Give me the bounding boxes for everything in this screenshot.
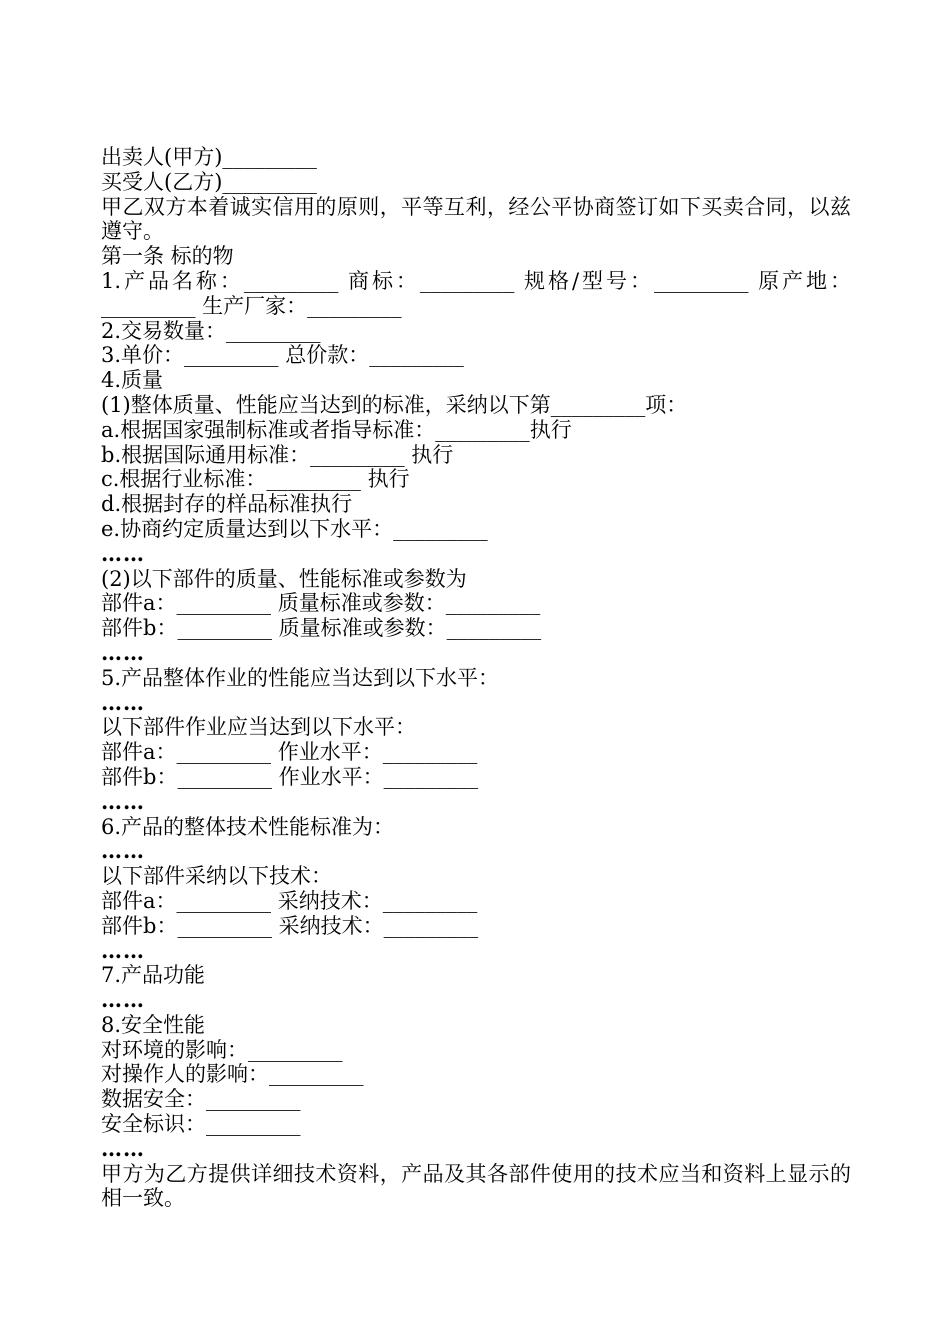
- option-a-line: a.根据国家强制标准或者指导标准：_________执行: [101, 417, 572, 442]
- parts-quality-heading: (2)以下部件的质量、性能标准或参数为: [101, 566, 467, 591]
- buyer-line: 买受人(乙方)_________: [101, 169, 317, 194]
- technical-docs-paragraph: 甲方为乙方提供详细技术资料，产品及其各部件使用的技术应当和资料上显示的相一致。: [101, 1161, 851, 1211]
- function-heading: 7.产品功能: [101, 963, 206, 988]
- seller-line: 出卖人(甲方)_________: [101, 145, 317, 169]
- article-1-heading: 第一条 标的物: [101, 244, 234, 269]
- ellipsis: ……: [101, 988, 145, 1013]
- part-b-technology-line: 部件b：_________ 采纳技术：_________: [101, 913, 479, 938]
- parts-performance-heading: 以下部件作业应当达到以下水平：: [101, 715, 416, 740]
- option-b-line: b.根据国际通用标准：_________ 执行: [101, 442, 454, 467]
- product-info-line: 1.产品名称：_________ 商标：_________ 规格/型号：_________ 原产地：_________ 生产厂家：_________: [101, 268, 851, 318]
- data-safety-line: 数据安全：_________: [101, 1087, 301, 1112]
- quantity-line: 2.交易数量：_________: [101, 318, 321, 343]
- part-b-performance-line: 部件b：_________ 作业水平：_________: [101, 764, 479, 789]
- ellipsis: ……: [101, 1136, 145, 1161]
- price-line: 3.单价：_________ 总价款：_________: [101, 343, 464, 368]
- quality-standard-line: (1)整体质量、性能应当达到的标准，采纳以下第_________项：: [101, 392, 688, 417]
- ellipsis: ……: [101, 690, 145, 715]
- part-a-performance-line: 部件a：_________ 作业水平：_________: [101, 740, 478, 765]
- safety-heading: 8.安全性能: [101, 1012, 206, 1037]
- option-d-line: d.根据封存的样品标准执行: [101, 492, 353, 517]
- environment-impact-line: 对环境的影响：_________: [101, 1037, 343, 1062]
- ellipsis: ……: [101, 938, 145, 963]
- safety-marking-line: 安全标识：_________: [101, 1112, 301, 1137]
- option-c-line: c.根据行业标准：_________ 执行: [101, 467, 410, 492]
- ellipsis: ……: [101, 640, 145, 665]
- part-b-quality-line: 部件b：_________ 质量标准或参数：_________: [101, 616, 542, 641]
- operator-impact-line: 对操作人的影响：_________: [101, 1062, 364, 1087]
- performance-heading: 5.产品整体作业的性能应当达到以下水平：: [101, 665, 500, 690]
- contract-page: [101, 145, 851, 1211]
- part-a-quality-line: 部件a：_________ 质量标准或参数：_________: [101, 591, 541, 616]
- part-a-technology-line: 部件a：_________ 采纳技术：_________: [101, 888, 478, 913]
- ellipsis: ……: [101, 541, 145, 566]
- technical-heading: 6.产品的整体技术性能标准为：: [101, 814, 395, 839]
- preamble-paragraph: 甲乙双方本着诚实信用的原则，平等互利，经公平协商签订如下买卖合同，以兹遵守。: [101, 194, 851, 244]
- ellipsis: ……: [101, 789, 145, 814]
- option-e-line: e.协商约定质量达到以下水平：_________: [101, 516, 488, 541]
- ellipsis: ……: [101, 839, 145, 864]
- quality-heading: 4.质量: [101, 368, 164, 393]
- parts-technology-heading: 以下部件采纳以下技术：: [101, 864, 332, 889]
